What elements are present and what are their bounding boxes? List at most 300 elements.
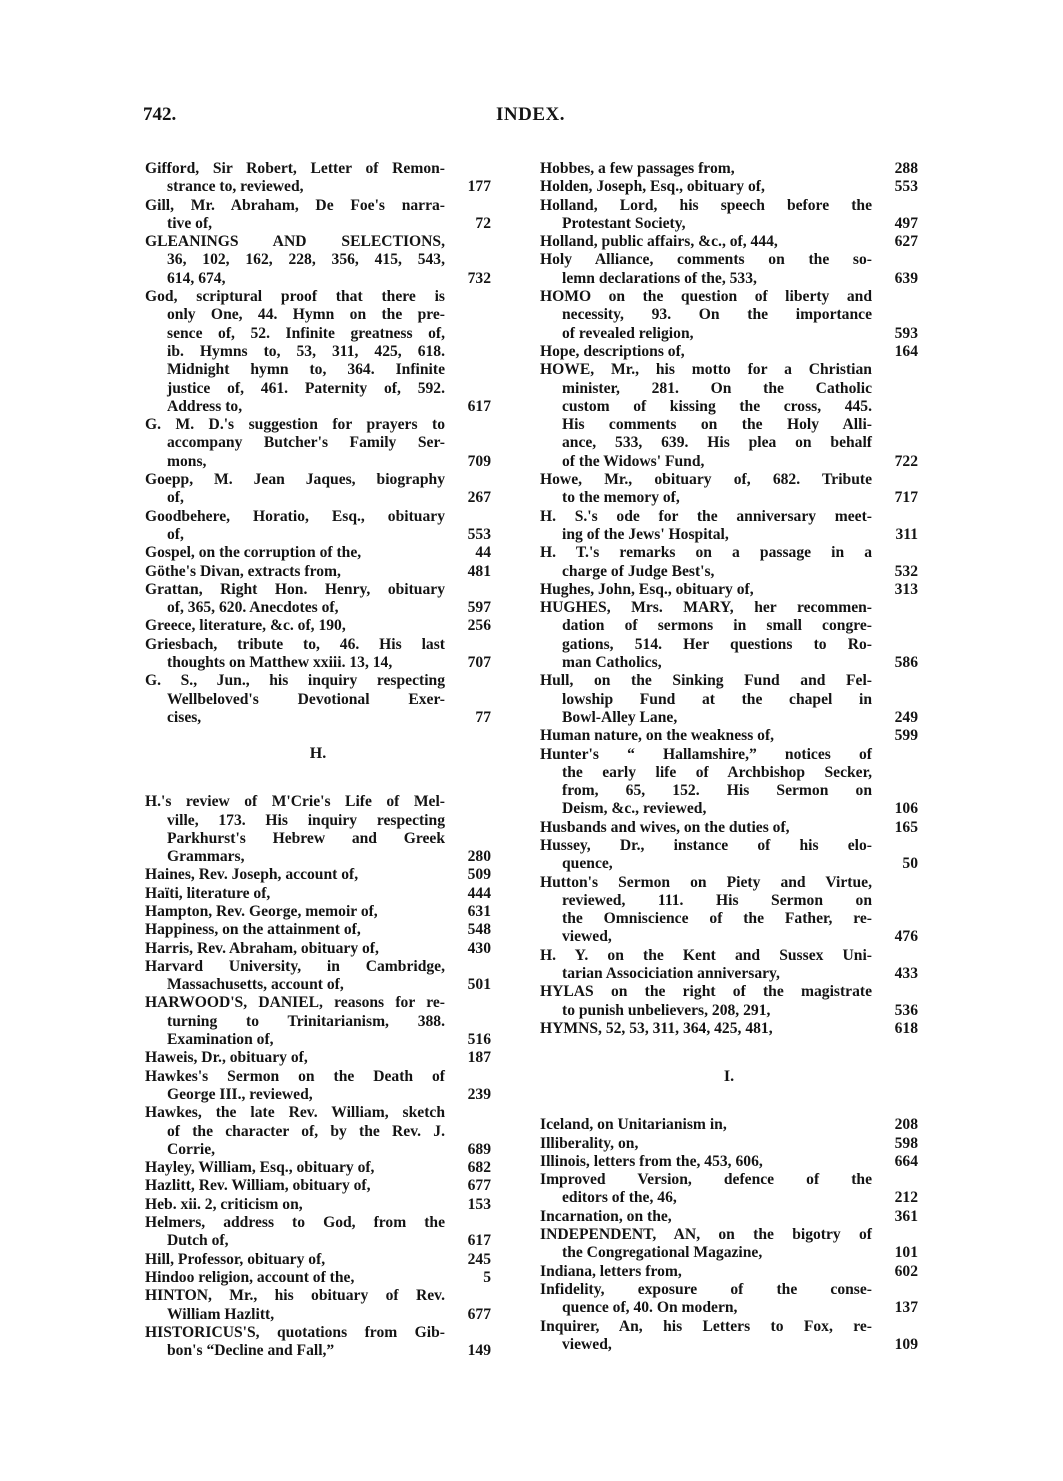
entry-line [540, 471, 918, 489]
section-letter-heading: H. [309, 745, 327, 763]
entry-text: Holland, Lord, his speech before the [540, 196, 872, 214]
entry-line [145, 958, 491, 976]
entry-line [145, 848, 491, 866]
entry-line [540, 1002, 918, 1020]
index-entry [540, 197, 918, 234]
page-reference: 631 [467, 902, 491, 920]
entry-text: HYLAS on the right of the magistrate [540, 983, 872, 1001]
entry-line [145, 672, 491, 690]
entry-line [540, 398, 918, 416]
entry-line [145, 1104, 491, 1122]
entry-line [540, 160, 918, 178]
page-reference: 177 [467, 178, 491, 196]
entry-line [145, 830, 491, 848]
index-column-left [145, 160, 491, 1360]
index-entry [145, 1049, 491, 1067]
page-reference: 313 [894, 580, 918, 598]
entry-line [145, 1214, 491, 1232]
entry-text: HOMO on the question of liberty and [540, 288, 872, 306]
entry-text: sence of, 52. Infinite greatness of, [167, 324, 445, 342]
entry-line [540, 526, 918, 544]
index-entry [540, 1171, 918, 1208]
entry-line [540, 563, 918, 581]
running-title: INDEX. [496, 104, 565, 125]
entry-text: HINTON, Mr., his obituary of Rev. [145, 1287, 445, 1305]
entry-line [145, 812, 491, 830]
entry-text: of, 365, 620. Anecdotes of, [167, 599, 339, 617]
entry-text: Midnight hymn to, 364. Infinite [167, 361, 445, 379]
entry-text: Dutch of, [167, 1232, 229, 1250]
entry-line [540, 1318, 918, 1336]
index-entry [540, 1263, 918, 1281]
entry-text: Hawkes, the late Rev. William, sketch [145, 1104, 445, 1122]
entry-line [540, 1020, 918, 1038]
entry-line [540, 1299, 918, 1317]
entry-line [145, 178, 491, 196]
index-column-right [540, 160, 918, 1354]
entry-line [540, 727, 918, 745]
entry-line [145, 1086, 491, 1104]
page-reference: 433 [894, 965, 918, 983]
page-reference: 149 [467, 1342, 491, 1360]
index-entry [540, 1318, 918, 1355]
index-entry [145, 1177, 491, 1195]
entry-line [145, 489, 491, 507]
index-entry [145, 1196, 491, 1214]
entry-line [540, 855, 918, 873]
entry-line [145, 325, 491, 343]
entry-line [145, 1141, 491, 1159]
entry-text: George III., reviewed, [167, 1085, 313, 1103]
page-reference: 109 [894, 1335, 918, 1353]
entry-text: Hindoo religion, account of the, [145, 1268, 355, 1286]
page-reference: 44 [475, 544, 491, 562]
page-reference: 481 [467, 562, 491, 580]
page-reference: 77 [475, 708, 491, 726]
entry-line [145, 1324, 491, 1342]
entry-text: tive of, [167, 214, 213, 232]
index-entry [145, 1159, 491, 1177]
index-entry [540, 581, 918, 599]
page-reference: 627 [894, 233, 918, 251]
section-letter-heading: I. [723, 1068, 735, 1086]
entry-text: viewed, [562, 1335, 612, 1353]
entry-line [540, 910, 918, 928]
entry-line [145, 270, 491, 288]
index-entry [145, 617, 491, 635]
entry-text: Harris, Rev. Abraham, obituary of, [145, 939, 379, 957]
entry-line [540, 1226, 918, 1244]
entry-text: Hull, on the Sinking Fund and Fel- [540, 672, 872, 690]
entry-text: Gill, Mr. Abraham, De Foe's narra- [145, 196, 445, 214]
entry-text: H. S.'s ode for the anniversary meet- [540, 507, 872, 525]
entry-line [145, 215, 491, 233]
entry-line [540, 764, 918, 782]
entry-line [540, 306, 918, 324]
page-reference: 553 [894, 178, 918, 196]
entry-line [540, 819, 918, 837]
entry-text: strance to, reviewed, [167, 178, 304, 196]
entry-line [145, 1232, 491, 1250]
page-reference: 164 [894, 342, 918, 360]
index-entry [540, 251, 918, 288]
entry-line [145, 288, 491, 306]
index-entry [145, 903, 491, 921]
entry-text: Hussey, Dr., instance of his elo- [540, 836, 872, 854]
entry-text: Haines, Rev. Joseph, account of, [145, 866, 359, 884]
entry-text: Wellbeloved's Devotional Exer- [167, 690, 445, 708]
entry-text: turning to Trinitarianism, 388. [167, 1012, 445, 1030]
entry-line [145, 691, 491, 709]
page-reference: 689 [467, 1140, 491, 1158]
entry-line [145, 1196, 491, 1214]
entry-text: Hampton, Rev. George, memoir of, [145, 902, 378, 920]
entry-line [540, 325, 918, 343]
entry-line [145, 599, 491, 617]
entry-text: ville, 173. His inquiry respecting [167, 811, 445, 829]
entry-text: H. T.'s remarks on a passage in a [540, 544, 872, 562]
index-entry [145, 793, 491, 866]
entry-text: Helmers, address to God, from the [145, 1214, 445, 1232]
entry-line [145, 636, 491, 654]
page-reference: 617 [467, 397, 491, 415]
page-reference: 516 [467, 1031, 491, 1049]
index-entry [145, 197, 491, 234]
entry-text: G. S., Jun., his inquiry respecting [145, 672, 445, 690]
entry-text: ance, 533, 639. His plea on behalf [562, 434, 872, 452]
entry-line [540, 434, 918, 452]
entry-line [145, 581, 491, 599]
page-reference: 677 [467, 1305, 491, 1323]
entry-text: Hawkes's Sermon on the Death of [145, 1067, 445, 1085]
entry-text: Deism, &c., reviewed, [562, 800, 707, 818]
index-entry [540, 1226, 918, 1263]
index-entry [145, 471, 491, 508]
entry-line [540, 380, 918, 398]
entry-line [540, 672, 918, 690]
entry-line [540, 800, 918, 818]
entry-line [540, 617, 918, 635]
entry-line [145, 563, 491, 581]
page-number: 742. [143, 104, 177, 125]
entry-text: Holden, Joseph, Esq., obituary of, [540, 178, 765, 196]
entry-line [145, 471, 491, 489]
page-reference: 153 [467, 1195, 491, 1213]
index-entry [145, 508, 491, 545]
entry-line [540, 288, 918, 306]
entry-text: the Omniscience of the Father, re- [562, 910, 872, 928]
entry-text: Harvard University, in Cambridge, [145, 957, 445, 975]
index-entry [540, 837, 918, 874]
entry-line [540, 1189, 918, 1207]
page-reference: 548 [467, 921, 491, 939]
entry-line [540, 1171, 918, 1189]
index-entry [145, 636, 491, 673]
entry-line [145, 1013, 491, 1031]
entry-line [540, 947, 918, 965]
entry-line [540, 197, 918, 215]
entry-line [540, 983, 918, 1001]
entry-line [145, 1251, 491, 1269]
entry-text: Human nature, on the weakness of, [540, 727, 775, 745]
index-entry [145, 563, 491, 581]
index-entry [540, 727, 918, 745]
index-entry [145, 1104, 491, 1159]
entry-line [540, 1336, 918, 1354]
entry-text: Goodbehere, Horatio, Esq., obituary [145, 507, 445, 525]
entry-text: Bowl-Alley Lane, [562, 708, 678, 726]
index-entry [540, 1208, 918, 1226]
entry-text: only One, 44. Hymn on the pre- [167, 306, 445, 324]
page-reference: 598 [894, 1134, 918, 1152]
entry-text: Haïti, literature of, [145, 884, 271, 902]
index-entry [540, 1116, 918, 1134]
entry-text: Incarnation, on the, [540, 1207, 672, 1225]
entry-line [540, 361, 918, 379]
index-entry [540, 178, 918, 196]
entry-text: 614, 674, [167, 269, 226, 287]
entry-line [540, 489, 918, 507]
entry-text: bon's “Decline and Fall,” [167, 1342, 335, 1360]
entry-line [540, 691, 918, 709]
entry-line [145, 921, 491, 939]
entry-line [145, 903, 491, 921]
page-reference: 212 [894, 1189, 918, 1207]
entry-text: of, [167, 489, 184, 507]
index-entry [145, 866, 491, 884]
page-reference: 599 [894, 727, 918, 745]
entry-text: GLEANINGS AND SELECTIONS, [145, 233, 445, 251]
entry-text: Greece, literature, &c. of, 190, [145, 617, 346, 635]
entry-line [145, 994, 491, 1012]
entry-line [540, 1263, 918, 1281]
index-entry [145, 160, 491, 197]
entry-line [540, 508, 918, 526]
entry-text: thoughts on Matthew xxiii. 13, 14, [167, 654, 393, 672]
index-entry [145, 885, 491, 903]
entry-text: Corrie, [167, 1140, 216, 1158]
entry-text: Holy Alliance, comments on the so- [540, 251, 872, 269]
entry-line [145, 1342, 491, 1360]
entry-line [145, 361, 491, 379]
page-reference: 707 [467, 654, 491, 672]
index-entry [145, 1269, 491, 1287]
page-reference: 208 [894, 1116, 918, 1134]
entry-text: Griesbach, tribute to, 46. His last [145, 635, 445, 653]
entry-text: William Hazlitt, [167, 1305, 275, 1323]
entry-line [540, 251, 918, 269]
entry-line [540, 1153, 918, 1171]
page-reference: 497 [894, 214, 918, 232]
entry-line [540, 782, 918, 800]
entry-text: justice of, 461. Paternity of, 592. [167, 379, 445, 397]
page-reference: 553 [467, 525, 491, 543]
index-entry [540, 947, 918, 984]
page-reference: 509 [467, 866, 491, 884]
entry-text: Hobbes, a few passages from, [540, 160, 735, 177]
index-entry [145, 233, 491, 288]
entry-text: Inquirer, An, his Letters to Fox, re- [540, 1317, 872, 1335]
entry-text: ing of the Jews' Hospital, [562, 525, 729, 543]
entry-text: Hayley, William, Esq., obituary of, [145, 1159, 375, 1177]
index-entry [540, 746, 918, 819]
entry-text: Gospel, on the corruption of the, [145, 544, 362, 562]
entry-line [540, 654, 918, 672]
page-reference: 617 [467, 1232, 491, 1250]
entry-line [145, 976, 491, 994]
page-reference: 249 [894, 708, 918, 726]
entry-line [145, 416, 491, 434]
entry-line [540, 544, 918, 562]
page-reference: 476 [894, 928, 918, 946]
entry-text: Iceland, on Unitarianism in, [540, 1116, 727, 1134]
entry-line [540, 928, 918, 946]
index-entry [145, 1251, 491, 1269]
entry-text: quence of, 40. On modern, [562, 1299, 738, 1317]
entry-line [540, 1135, 918, 1153]
entry-text: of, [167, 525, 184, 543]
entry-text: 36, 102, 162, 228, 356, 415, 543, [167, 251, 445, 269]
entry-text: Heb. xii. 2, criticism on, [145, 1195, 303, 1213]
entry-text: Indiana, letters from, [540, 1262, 682, 1280]
page-reference: 267 [467, 489, 491, 507]
index-entry [540, 1135, 918, 1153]
index-entry [145, 581, 491, 618]
page-reference: 722 [894, 452, 918, 470]
entry-line [540, 1116, 918, 1134]
entry-text: HUGHES, Mrs. MARY, her recommen- [540, 599, 872, 617]
entry-text: Massachusetts, account of, [167, 976, 344, 994]
index-entry [540, 874, 918, 947]
index-entry [540, 1281, 918, 1318]
entry-text: of revealed religion, [562, 324, 694, 342]
index-entry [145, 1287, 491, 1324]
entry-text: Howe, Mr., obituary of, 682. Tribute [540, 471, 872, 489]
entry-line [540, 215, 918, 233]
entry-line [540, 892, 918, 910]
entry-text: lowship Fund at the chapel in [562, 690, 872, 708]
index-entry [540, 233, 918, 251]
index-entry [540, 288, 918, 343]
index-entry [145, 1324, 491, 1361]
entry-line [145, 233, 491, 251]
entry-line [145, 306, 491, 324]
entry-line [540, 599, 918, 617]
entry-line [145, 1123, 491, 1141]
entry-text: Hutton's Sermon on Piety and Virtue, [540, 873, 872, 891]
page-reference: 101 [894, 1244, 918, 1262]
page-reference: 239 [467, 1085, 491, 1103]
entry-text: dation of sermons in small congre- [562, 617, 872, 635]
page-reference: 586 [894, 654, 918, 672]
entry-text: H.'s review of M'Crie's Life of Mel- [145, 793, 445, 811]
index-entry [540, 983, 918, 1020]
entry-line [145, 793, 491, 811]
page-reference: 288 [894, 160, 918, 177]
index-entry [540, 672, 918, 727]
page-reference: 50 [902, 855, 918, 873]
index-entry [540, 160, 918, 178]
entry-text: quence, [562, 855, 613, 873]
entry-line [145, 1287, 491, 1305]
page-reference: 444 [467, 884, 491, 902]
page-reference: 536 [894, 1001, 918, 1019]
page-reference: 682 [467, 1159, 491, 1177]
entry-line [540, 1244, 918, 1262]
index-entry [540, 471, 918, 508]
entry-line [540, 874, 918, 892]
entry-line [145, 1068, 491, 1086]
page-reference: 5 [483, 1268, 491, 1286]
entry-text: the Congregational Magazine, [562, 1244, 763, 1262]
entry-line [540, 965, 918, 983]
entry-text: God, scriptural proof that there is [145, 288, 445, 306]
entry-text: INDEPENDENT, AN, on the bigotry of [540, 1226, 872, 1244]
entry-text: Address to, [167, 397, 243, 415]
entry-text: Illinois, letters from the, 453, 606, [540, 1152, 763, 1170]
entry-text: viewed, [562, 928, 612, 946]
entry-line [145, 434, 491, 452]
entry-text: Improved Version, defence of the [540, 1171, 872, 1189]
entry-line [145, 617, 491, 635]
page-reference: 137 [894, 1299, 918, 1317]
entry-line [540, 416, 918, 434]
index-entry [540, 343, 918, 361]
index-entry [540, 599, 918, 672]
entry-text: necessity, 93. On the importance [562, 306, 872, 324]
page-reference: 639 [894, 269, 918, 287]
entry-line [145, 197, 491, 215]
page-reference: 501 [467, 976, 491, 994]
page-reference: 664 [894, 1152, 918, 1170]
index-entry [145, 1214, 491, 1251]
entry-line [540, 709, 918, 727]
entry-line [145, 343, 491, 361]
entry-line [540, 636, 918, 654]
entry-text: of the character of, by the Rev. J. [167, 1122, 445, 1140]
entry-text: Happiness, on the attainment of, [145, 921, 361, 939]
page-reference: 311 [895, 525, 918, 543]
entry-text: Husbands and wives, on the duties of, [540, 818, 790, 836]
entry-text: reviewed, 111. His Sermon on [562, 891, 872, 909]
entry-text: tarian Associciation anniversary, [562, 965, 780, 983]
entry-text: accompany Butcher's Family Ser- [167, 434, 445, 452]
entry-text: to punish unbelievers, 208, 291, [562, 1001, 771, 1019]
page-header [143, 104, 918, 132]
entry-line [540, 837, 918, 855]
entry-text: to the memory of, [562, 489, 680, 507]
index-entry [145, 958, 491, 995]
entry-line [145, 1049, 491, 1067]
page-reference: 717 [894, 489, 918, 507]
page-reference: 256 [467, 617, 491, 635]
index-entry [145, 1068, 491, 1105]
entry-text: Göthe's Divan, extracts from, [145, 562, 341, 580]
entry-text: Goepp, M. Jean Jaques, biography [145, 471, 445, 489]
entry-text: Holland, public affairs, &c., of, 444, [540, 233, 778, 251]
entry-text: Hill, Professor, obituary of, [145, 1250, 326, 1268]
entry-line [540, 453, 918, 471]
page-reference: 106 [894, 800, 918, 818]
entry-text: H. Y. on the Kent and Sussex Uni- [540, 946, 872, 964]
entry-text: Hunter's “ Hallamshire,” notices of [540, 745, 872, 763]
entry-text: Hazlitt, Rev. William, obituary of, [145, 1177, 371, 1195]
entry-line [145, 654, 491, 672]
entry-line [145, 885, 491, 903]
entry-line [145, 709, 491, 727]
entry-line [145, 1269, 491, 1287]
entry-line [540, 270, 918, 288]
